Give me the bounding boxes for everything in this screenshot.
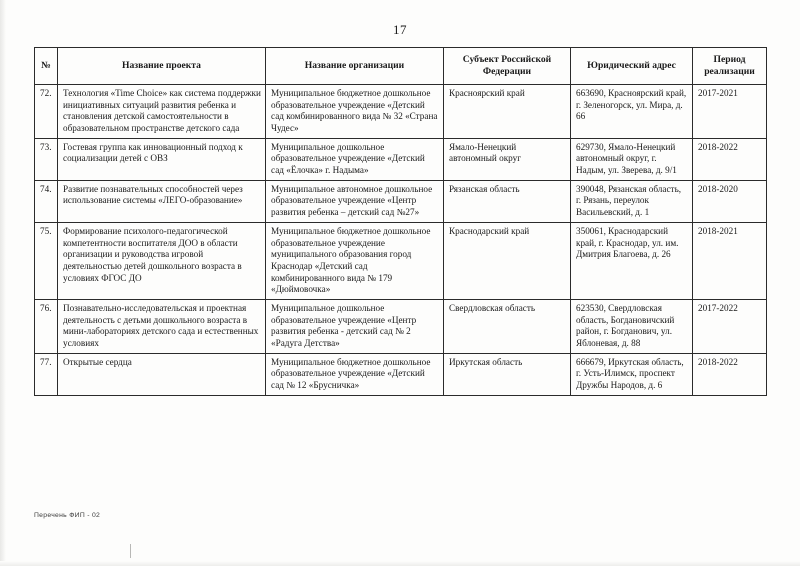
table-row <box>35 299 767 353</box>
registry-table <box>34 47 767 396</box>
cell-legal-address: 629730, Ямало-Ненецкий автономный округ, г. Надым, ул. Зверева, д. 9/1 <box>571 138 693 180</box>
cell-region: Иркутская область <box>444 353 571 395</box>
cell-period: 2018-2022 <box>693 353 767 395</box>
cell-number: 74. <box>35 180 58 222</box>
column-header-project-name: Название проекта <box>58 48 266 85</box>
cell-number: 72. <box>35 84 58 138</box>
cell-region: Краснодарский край <box>444 222 571 299</box>
scan-mark-artifact <box>130 544 131 558</box>
column-header-number: № <box>35 48 58 85</box>
cell-period: 2017-2022 <box>693 299 767 353</box>
cell-project-name: Развитие познавательных способностей через использование системы «ЛЕГО-образование» <box>58 180 266 222</box>
table-row <box>35 138 767 180</box>
cell-project-name: Открытые сердца <box>58 353 266 395</box>
cell-organization: Муниципальное бюджетное дошкольное образовательное учреждение муниципального образования город Краснодар «Детский сад комбинированного вида № 179 «Дюймовочка» <box>266 222 444 299</box>
page-number: 17 <box>393 22 407 37</box>
cell-organization: Муниципальное автономное дошкольное образовательное учреждение «Центр развития ребенка – детский сад №27» <box>266 180 444 222</box>
column-header-organization-name: Название организации <box>266 48 444 85</box>
cell-region: Свердловская область <box>444 299 571 353</box>
cell-legal-address: 666679, Иркутская область, г. Усть-Илимск, проспект Дружбы Народов, д. 6 <box>571 353 693 395</box>
cell-region: Красноярский край <box>444 84 571 138</box>
cell-number: 73. <box>35 138 58 180</box>
cell-legal-address: 390048, Рязанская область, г. Рязань, переулок Васильевский, д. 1 <box>571 180 693 222</box>
table-row <box>35 180 767 222</box>
cell-period: 2018-2021 <box>693 222 767 299</box>
cell-organization: Муниципальное бюджетное дошкольное образовательное учреждение «Детский сад № 12 «Брусничка» <box>266 353 444 395</box>
cell-project-name: Технология «Time Choice» как система поддержки инициативных ситуаций развития ребенка и становления детской самостоятельности в образовательном пространстве детского сада <box>58 84 266 138</box>
table-header <box>35 48 767 85</box>
scan-edge-artifact-bottom <box>0 561 800 566</box>
cell-project-name: Познавательно-исследовательская и проектная деятельность с детьми дошкольного возраста в мини-лабораториях детского сада и естественных условиях <box>58 299 266 353</box>
cell-project-name: Формирование психолого-педагогической компетентности воспитателя ДОО в области организации и руководства игровой деятельностью детей дошкольного возраста в условиях ФГОС ДО <box>58 222 266 299</box>
cell-period: 2018-2020 <box>693 180 767 222</box>
cell-project-name: Гостевая группа как инновационный подход к социализации детей с ОВЗ <box>58 138 266 180</box>
table-body <box>35 84 767 395</box>
cell-number: 75. <box>35 222 58 299</box>
cell-organization: Муниципальное бюджетное дошкольное образовательное учреждение «Детский сад комбинированного вида № 32 «Страна Чудес» <box>266 84 444 138</box>
table-row <box>35 84 767 138</box>
table-row <box>35 222 767 299</box>
scan-edge-artifact-left <box>0 0 6 566</box>
cell-legal-address: 350061, Краснодарский край, г. Краснодар, ул. им. Дмитрия Благоева, д. 26 <box>571 222 693 299</box>
column-header-period: Период реализации <box>693 48 767 85</box>
cell-organization: Муниципальное дошкольное образовательное учреждение «Детский сад «Ёлочка» г. Надыма» <box>266 138 444 180</box>
table-row <box>35 353 767 395</box>
cell-number: 76. <box>35 299 58 353</box>
cell-number: 77. <box>35 353 58 395</box>
cell-period: 2017-2021 <box>693 84 767 138</box>
cell-organization: Муниципальное дошкольное образовательное учреждение «Центр развития ребенка - детский сад № 2 «Радуга Детства» <box>266 299 444 353</box>
column-header-legal-address: Юридический адрес <box>571 48 693 85</box>
cell-region: Ямало-Ненецкий автономный округ <box>444 138 571 180</box>
cell-period: 2018-2022 <box>693 138 767 180</box>
table-header-row <box>35 48 767 85</box>
cell-legal-address: 663690, Красноярский край, г. Зеленогорск, ул. Мира, д. 66 <box>571 84 693 138</box>
cell-legal-address: 623530, Свердловская область, Богдановичский район, г. Богданович, ул. Яблоневая, д. 88 <box>571 299 693 353</box>
footer-note: Перечень ФИП - 02 <box>34 512 101 519</box>
column-header-region: Субъект Российской Федерации <box>444 48 571 85</box>
cell-region: Рязанская область <box>444 180 571 222</box>
